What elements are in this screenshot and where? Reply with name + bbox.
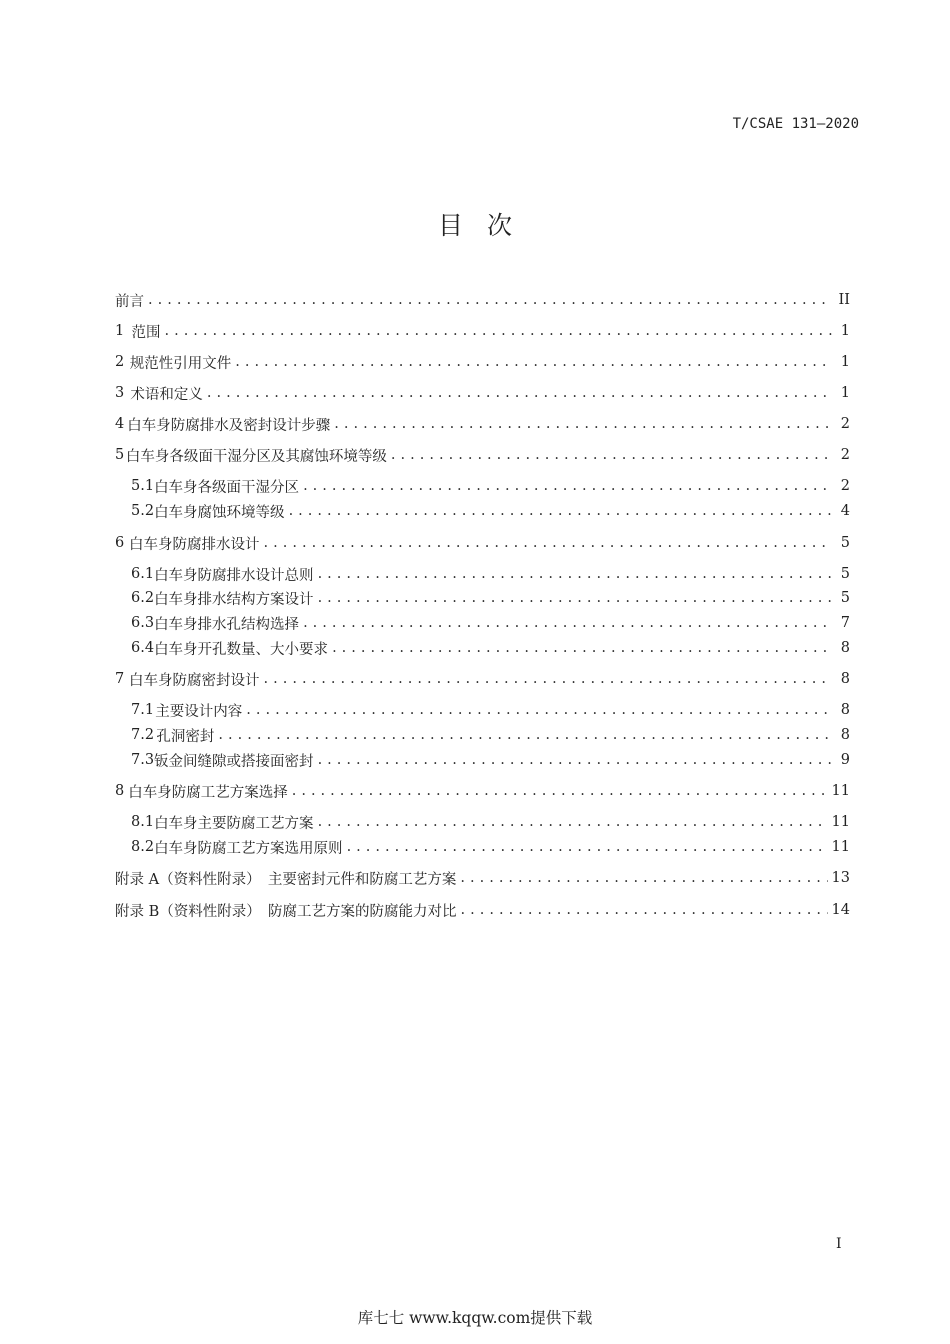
toc-entry[interactable] — [115, 352, 850, 372]
toc-entry[interactable] — [131, 837, 850, 857]
toc-entry-page: 11 — [831, 839, 850, 855]
page-number: I — [836, 1236, 842, 1252]
toc-entry-label: 孔洞密封 — [156, 728, 215, 745]
dot-leader — [289, 503, 832, 519]
toc-entry-number: 6 — [115, 535, 125, 551]
dot-leader — [391, 447, 832, 463]
dot-leader — [148, 292, 832, 308]
toc-entry-number: 4 — [115, 416, 125, 432]
toc-entry-page: 1 — [840, 385, 850, 401]
toc-entry-label: 白车身各级面干湿分区 — [154, 479, 300, 496]
dot-leader — [318, 566, 832, 582]
toc-entry-label: 术语和定义 — [130, 386, 203, 403]
toc-entry-number: 8.2 — [131, 839, 155, 855]
dot-leader — [246, 702, 832, 718]
toc-entry-label: 白车身排水结构方案设计 — [154, 591, 314, 608]
toc-entry-number: 6.1 — [131, 566, 155, 582]
toc-entry-label: 白车身防腐密封设计 — [129, 672, 260, 689]
toc-entry-label: 白车身开孔数量、大小要求 — [154, 641, 329, 658]
toc-entry-page: 11 — [831, 814, 850, 830]
toc-entry-page: II — [838, 292, 850, 308]
toc-entry-page: 2 — [840, 478, 850, 494]
toc-entry-number: 7 — [115, 671, 125, 687]
toc-entry-page: 11 — [831, 783, 850, 799]
toc-entry-number: 6.3 — [131, 615, 155, 631]
toc-entry-label: 白车身各级面干湿分区及其腐蚀环境等级 — [125, 448, 387, 465]
toc-entry-label: 白车身腐蚀环境等级 — [154, 504, 285, 521]
dot-leader — [218, 727, 832, 743]
toc-entry-page: 2 — [840, 416, 850, 432]
dot-leader — [264, 671, 832, 687]
dot-leader — [235, 354, 832, 370]
toc-entry-label: 白车身防腐工艺方案选择 — [128, 784, 288, 801]
toc-entry-page: 14 — [831, 902, 850, 918]
footer-watermark: 库七七 www.kqqw.com提供下载 — [357, 1309, 593, 1327]
toc-entry-label: 白车身防腐排水设计总则 — [154, 567, 314, 584]
toc-entry-number: 7.2 — [131, 727, 155, 743]
toc-entry-page: 7 — [840, 615, 850, 631]
toc-entry-label: 主要设计内容 — [155, 703, 243, 720]
page-title: 目次 — [437, 211, 536, 240]
toc-entry[interactable] — [115, 445, 850, 465]
dot-leader — [461, 902, 828, 918]
toc-entry[interactable] — [131, 725, 850, 745]
toc-entry[interactable] — [131, 700, 850, 720]
toc-entry[interactable] — [131, 501, 850, 521]
toc-entry-label: 规范性引用文件 — [129, 355, 232, 372]
dot-leader — [347, 839, 828, 855]
toc-entry[interactable] — [131, 750, 850, 770]
toc-entry-number: 1 — [115, 323, 125, 339]
toc-entry-page: 5 — [840, 566, 850, 582]
dot-leader — [303, 615, 832, 631]
toc-entry[interactable] — [115, 533, 850, 553]
toc-entry-page: 4 — [840, 503, 850, 519]
toc-entry-number: 2 — [115, 354, 125, 370]
toc-entry[interactable] — [131, 613, 850, 633]
toc-entry[interactable] — [115, 781, 850, 801]
toc-entry-page: 2 — [840, 447, 850, 463]
dot-leader — [264, 535, 832, 551]
toc-entry-label: 白车身防腐工艺方案选用原则 — [154, 840, 343, 857]
toc-entry-label: 附录 B（资料性附录） 防腐工艺方案的防腐能力对比 — [115, 903, 457, 920]
toc-entry[interactable] — [115, 900, 850, 920]
toc-entry-number: 5.1 — [131, 478, 155, 494]
dot-leader — [318, 752, 832, 768]
toc-entry[interactable] — [131, 564, 850, 584]
toc-entry-number: 8 — [115, 783, 125, 799]
toc-entry-page: 8 — [840, 702, 850, 718]
dot-leader — [318, 590, 832, 606]
toc-entry-label: 白车身防腐排水设计 — [129, 536, 260, 553]
toc-entry-label: 白车身主要防腐工艺方案 — [154, 815, 314, 832]
toc-entry-page: 1 — [840, 354, 850, 370]
standard-number: T/CSAE 131—2020 — [732, 116, 859, 132]
toc-entry-page: 8 — [840, 671, 850, 687]
toc-entry[interactable] — [115, 383, 850, 403]
toc-entry-page: 5 — [840, 590, 850, 606]
toc-entry[interactable] — [115, 868, 850, 888]
toc-entry[interactable] — [131, 638, 850, 658]
dot-leader — [303, 478, 832, 494]
dot-leader — [207, 385, 832, 401]
toc-entry[interactable] — [115, 321, 850, 341]
toc-entry[interactable] — [131, 812, 850, 832]
dot-leader — [164, 323, 832, 339]
toc-entry-number: 3 — [115, 385, 125, 401]
toc-entry[interactable] — [115, 669, 850, 689]
dot-leader — [334, 416, 832, 432]
dot-leader — [332, 640, 832, 656]
toc-entry-number: 5.2 — [131, 503, 155, 519]
toc-entry-number: 6.2 — [131, 590, 155, 606]
toc-entry-label: 钣金间缝隙或搭接面密封 — [154, 753, 314, 770]
toc-entry-page: 8 — [840, 640, 850, 656]
toc-entry-label: 范围 — [131, 324, 161, 341]
toc-entry-label: 白车身排水孔结构选择 — [154, 616, 300, 633]
toc-entry[interactable] — [115, 290, 850, 310]
toc-entry-number: 6.4 — [131, 640, 155, 656]
toc-entry-page: 5 — [840, 535, 850, 551]
toc-entry-label: 前言 — [115, 293, 144, 310]
toc-entry-label: 附录 A（资料性附录） 主要密封元件和防腐工艺方案 — [115, 871, 457, 888]
toc-entry[interactable] — [115, 414, 850, 434]
toc-entry-page: 1 — [840, 323, 850, 339]
toc-entry-page: 8 — [840, 727, 850, 743]
dot-leader — [318, 814, 828, 830]
toc-entry-number: 8.1 — [131, 814, 155, 830]
toc-entry[interactable] — [131, 588, 850, 608]
dot-leader — [292, 783, 828, 799]
toc-entry-number: 7.3 — [131, 752, 155, 768]
toc-entry-number: 5 — [115, 447, 125, 463]
toc-entry-page: 9 — [840, 752, 850, 768]
dot-leader — [460, 870, 827, 886]
toc-entry-label: 白车身防腐排水及密封设计步骤 — [127, 417, 331, 434]
toc-entry-number: 7.1 — [131, 702, 155, 718]
toc-entry-page: 13 — [831, 870, 850, 886]
toc-entry[interactable] — [131, 476, 850, 496]
